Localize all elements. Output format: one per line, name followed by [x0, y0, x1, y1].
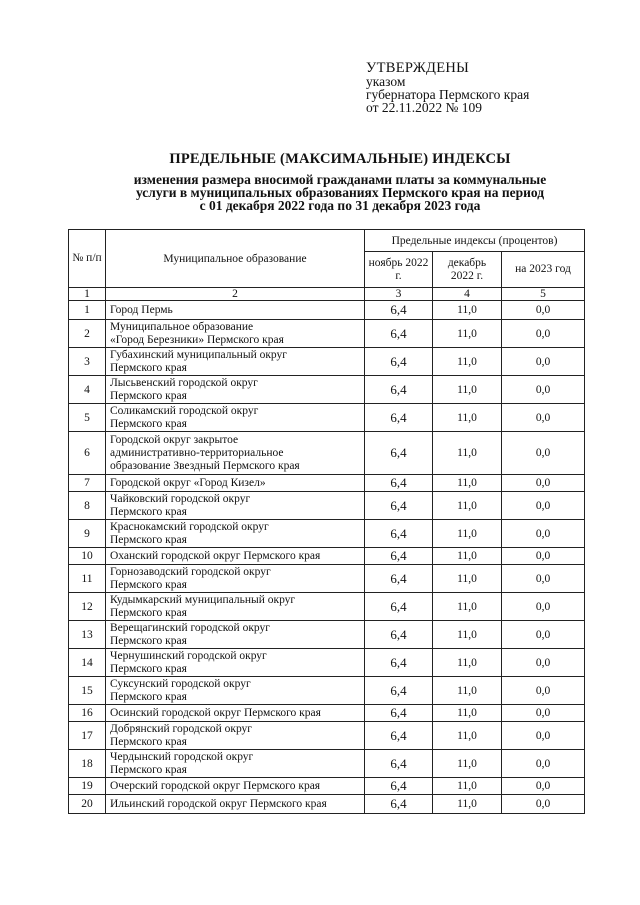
row-value-2023: 0,0 [502, 404, 585, 432]
municipality-name-line: Муниципальное образование [110, 320, 254, 333]
indices-table [68, 229, 585, 814]
row-number: 15 [69, 677, 106, 705]
row-value-nov-2022: 6,4 [365, 722, 433, 750]
header-municipality: Муниципальное образование [106, 230, 365, 288]
row-value-2023: 0,0 [502, 475, 585, 492]
approval-title: УТВЕРЖДЕНЫ [366, 60, 470, 76]
document-subtitle-2: услуги в муниципальных образованиях Пермского края на период [135, 185, 545, 200]
header-nov-2022: ноябрь 2022 г. [365, 252, 433, 288]
municipality-name-line: Пермского края [110, 606, 187, 619]
municipality-name-line: образование Звездный Пермского края [110, 459, 300, 472]
header-num: № п/п [69, 230, 106, 288]
row-number: 1 [69, 301, 106, 320]
row-value-nov-2022: 6,4 [365, 320, 433, 348]
row-number: 9 [69, 520, 106, 548]
municipality-name-line: Пермского края [110, 690, 187, 703]
table-row [69, 301, 585, 320]
row-value-nov-2022: 6,4 [365, 593, 433, 621]
row-value-nov-2022: 6,4 [365, 649, 433, 677]
row-value-2023: 0,0 [502, 795, 585, 814]
table-row [69, 705, 585, 722]
table-row [69, 520, 585, 548]
row-municipality [106, 593, 365, 621]
column-index: 3 [365, 288, 433, 301]
row-value-2023: 0,0 [502, 492, 585, 520]
row-value-2023: 0,0 [502, 320, 585, 348]
row-value-2023: 0,0 [502, 750, 585, 778]
row-value-nov-2022: 6,4 [365, 795, 433, 814]
row-value-nov-2022: 6,4 [365, 778, 433, 795]
row-municipality [106, 795, 365, 814]
row-municipality [106, 520, 365, 548]
row-municipality [106, 348, 365, 376]
municipality-name-line: Пермского края [110, 417, 187, 430]
row-value-nov-2022: 6,4 [365, 677, 433, 705]
row-number: 10 [69, 548, 106, 565]
column-index: 1 [69, 288, 106, 301]
table-row [69, 565, 585, 593]
table-row [69, 677, 585, 705]
table-row [69, 348, 585, 376]
approval-line-1: указом [366, 74, 406, 89]
row-value-dec-2022: 11,0 [433, 432, 502, 475]
municipality-name-line: Город Пермь [110, 303, 173, 316]
row-number: 14 [69, 649, 106, 677]
municipality-name-line: Суксунский городской округ [110, 677, 251, 690]
row-value-2023: 0,0 [502, 301, 585, 320]
municipality-name-line: Кудымкарский муниципальный округ [110, 593, 296, 606]
row-value-dec-2022: 11,0 [433, 404, 502, 432]
row-municipality [106, 492, 365, 520]
table-row [69, 778, 585, 795]
municipality-name-line: Очерский городской округ Пермского края [110, 779, 321, 792]
municipality-name-line: Краснокамский городской округ [110, 520, 269, 533]
table-body [69, 301, 585, 814]
municipality-name-line: Губахинский муниципальный округ [110, 348, 287, 361]
row-number: 12 [69, 593, 106, 621]
column-index: 4 [433, 288, 502, 301]
row-value-2023: 0,0 [502, 593, 585, 621]
row-value-dec-2022: 11,0 [433, 565, 502, 593]
document-heading [90, 151, 590, 212]
municipality-name-line: Ильинский городской округ Пермского края [110, 797, 327, 810]
row-value-nov-2022: 6,4 [365, 621, 433, 649]
row-value-nov-2022: 6,4 [365, 750, 433, 778]
municipality-name-line: Пермского края [110, 361, 187, 374]
row-value-dec-2022: 11,0 [433, 376, 502, 404]
row-municipality [106, 404, 365, 432]
municipality-name-line: Пермского края [110, 533, 187, 546]
row-number: 6 [69, 432, 106, 475]
row-value-nov-2022: 6,4 [365, 301, 433, 320]
approval-stamp [366, 62, 529, 114]
row-number: 11 [69, 565, 106, 593]
municipality-name-line: Оханский городской округ Пермского края [110, 549, 321, 562]
table-row [69, 548, 585, 565]
row-municipality [106, 750, 365, 778]
table-row [69, 376, 585, 404]
header-indices-group: Предельные индексы (процентов) [365, 230, 585, 252]
row-municipality [106, 432, 365, 475]
row-value-2023: 0,0 [502, 565, 585, 593]
municipality-name-line: Пермского края [110, 735, 187, 748]
row-value-2023: 0,0 [502, 705, 585, 722]
municipality-name-line: Верещагинский городской округ [110, 621, 270, 634]
row-value-dec-2022: 11,0 [433, 301, 502, 320]
row-value-2023: 0,0 [502, 376, 585, 404]
row-value-2023: 0,0 [502, 649, 585, 677]
row-municipality [106, 705, 365, 722]
row-number: 2 [69, 320, 106, 348]
row-municipality [106, 475, 365, 492]
row-value-dec-2022: 11,0 [433, 677, 502, 705]
row-value-dec-2022: 11,0 [433, 750, 502, 778]
municipality-name-line: Пермского края [110, 763, 187, 776]
municipality-name-line: Добрянский городской округ [110, 722, 253, 735]
row-value-dec-2022: 11,0 [433, 705, 502, 722]
row-number: 8 [69, 492, 106, 520]
row-value-nov-2022: 6,4 [365, 475, 433, 492]
table-header-row [69, 230, 585, 252]
municipality-name-line: Лысьвенский городской округ [110, 376, 258, 389]
row-number: 16 [69, 705, 106, 722]
approval-line-3: от 22.11.2022 № 109 [366, 100, 482, 115]
table-row [69, 475, 585, 492]
header-year-2023: на 2023 год [502, 252, 585, 288]
table-row [69, 795, 585, 814]
row-value-2023: 0,0 [502, 722, 585, 750]
row-value-dec-2022: 11,0 [433, 778, 502, 795]
municipality-name-line: Пермского края [110, 389, 187, 402]
municipality-name-line: Горнозаводский городской округ [110, 565, 271, 578]
row-value-dec-2022: 11,0 [433, 520, 502, 548]
row-value-dec-2022: 11,0 [433, 548, 502, 565]
document-subtitle-1: изменения размера вносимой гражданами платы за коммунальные [133, 172, 547, 187]
row-value-dec-2022: 11,0 [433, 649, 502, 677]
municipality-name-line: Пермского края [110, 578, 187, 591]
row-value-dec-2022: 11,0 [433, 492, 502, 520]
row-municipality [106, 677, 365, 705]
municipality-name-line: Городской округ закрытое [110, 433, 239, 446]
municipality-name-line: Соликамский городской округ [110, 404, 259, 417]
table-row [69, 492, 585, 520]
municipality-name-line: Пермского края [110, 505, 187, 518]
row-municipality [106, 376, 365, 404]
row-value-nov-2022: 6,4 [365, 376, 433, 404]
approval-line-2: губернатора Пермского края [366, 87, 530, 102]
row-value-2023: 0,0 [502, 621, 585, 649]
row-value-nov-2022: 6,4 [365, 492, 433, 520]
row-municipality [106, 301, 365, 320]
row-value-dec-2022: 11,0 [433, 593, 502, 621]
table-row [69, 593, 585, 621]
table-row [69, 649, 585, 677]
row-number: 18 [69, 750, 106, 778]
row-number: 3 [69, 348, 106, 376]
municipality-name-line: Чайковский городской округ [110, 492, 251, 505]
row-number: 7 [69, 475, 106, 492]
table-row [69, 404, 585, 432]
document-subtitle-3: с 01 декабря 2022 года по 31 декабря 2023 года [199, 198, 481, 213]
row-value-dec-2022: 11,0 [433, 795, 502, 814]
row-value-2023: 0,0 [502, 548, 585, 565]
row-value-2023: 0,0 [502, 778, 585, 795]
municipality-name-line: Городской округ «Город Кизел» [110, 476, 266, 489]
municipality-name-line: Чердынский городской округ [110, 750, 254, 763]
table-row [69, 621, 585, 649]
row-number: 20 [69, 795, 106, 814]
row-number: 4 [69, 376, 106, 404]
municipality-name-line: административно-территориальное [110, 446, 284, 459]
municipality-name-line: Чернушинский городской округ [110, 649, 267, 662]
row-municipality [106, 778, 365, 795]
row-value-nov-2022: 6,4 [365, 520, 433, 548]
row-value-dec-2022: 11,0 [433, 348, 502, 376]
row-value-dec-2022: 11,0 [433, 722, 502, 750]
row-number: 5 [69, 404, 106, 432]
row-value-2023: 0,0 [502, 348, 585, 376]
row-municipality [106, 722, 365, 750]
row-value-nov-2022: 6,4 [365, 705, 433, 722]
row-value-nov-2022: 6,4 [365, 565, 433, 593]
row-number: 13 [69, 621, 106, 649]
municipality-name-line: «Город Березники» Пермского края [110, 333, 284, 346]
row-number: 17 [69, 722, 106, 750]
table-row [69, 432, 585, 475]
column-index: 5 [502, 288, 585, 301]
municipality-name-line: Осинский городской округ Пермского края [110, 706, 321, 719]
table-row [69, 320, 585, 348]
row-value-2023: 0,0 [502, 520, 585, 548]
document-title: ПРЕДЕЛЬНЫЕ (МАКСИМАЛЬНЫЕ) ИНДЕКСЫ [169, 151, 511, 167]
row-value-nov-2022: 6,4 [365, 348, 433, 376]
row-value-nov-2022: 6,4 [365, 404, 433, 432]
table-column-index-row [69, 288, 585, 301]
municipality-name-line: Пермского края [110, 634, 187, 647]
row-value-nov-2022: 6,4 [365, 548, 433, 565]
table-row [69, 722, 585, 750]
row-municipality [106, 621, 365, 649]
row-value-dec-2022: 11,0 [433, 475, 502, 492]
header-dec-2022: декабрь 2022 г. [433, 252, 502, 288]
row-municipality [106, 565, 365, 593]
table-row [69, 750, 585, 778]
row-value-dec-2022: 11,0 [433, 621, 502, 649]
municipality-name-line: Пермского края [110, 662, 187, 675]
row-value-nov-2022: 6,4 [365, 432, 433, 475]
row-value-dec-2022: 11,0 [433, 320, 502, 348]
row-value-2023: 0,0 [502, 677, 585, 705]
row-municipality [106, 548, 365, 565]
row-municipality [106, 649, 365, 677]
column-index: 2 [106, 288, 365, 301]
row-number: 19 [69, 778, 106, 795]
row-municipality [106, 320, 365, 348]
row-value-2023: 0,0 [502, 432, 585, 475]
